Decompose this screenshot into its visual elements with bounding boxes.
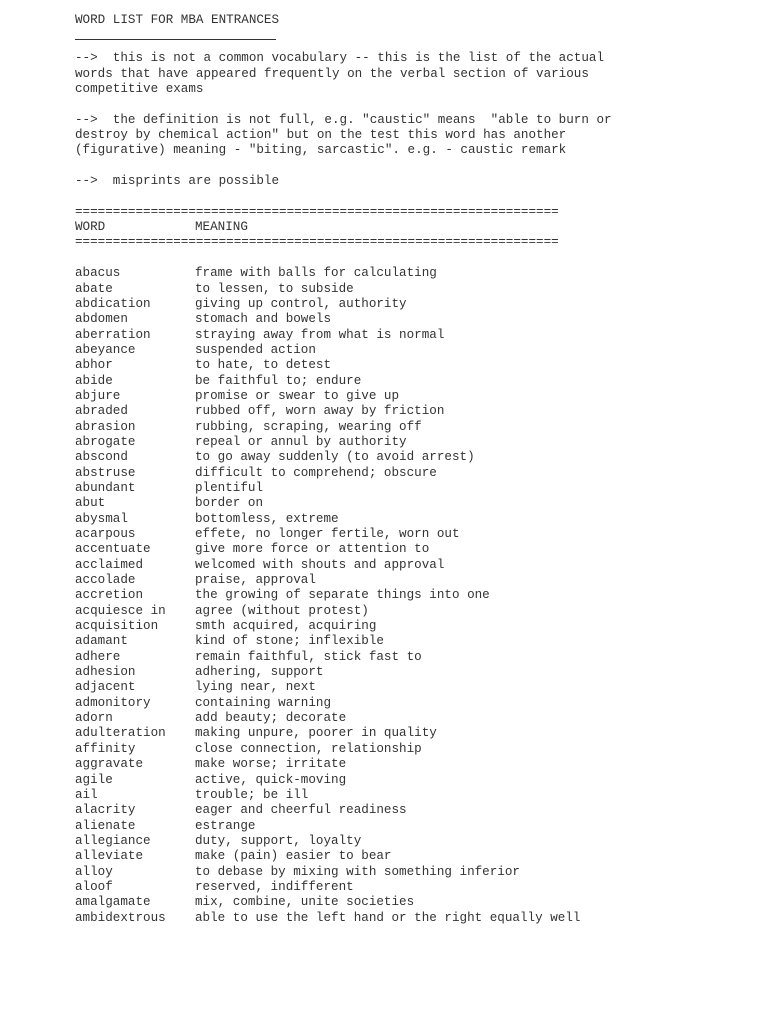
- entry-meaning: welcomed with shouts and approval: [195, 557, 445, 572]
- entry-meaning: eager and cheerful readiness: [195, 803, 407, 818]
- list-item: [75, 650, 735, 665]
- entry-word: abundant: [75, 480, 136, 495]
- entry-word: amalgamate: [75, 895, 151, 910]
- entry-meaning: make worse; irritate: [195, 757, 347, 772]
- note-misprints: --> misprints are possible: [75, 174, 280, 189]
- entry-word: adulteration: [75, 726, 166, 741]
- list-item: [75, 588, 735, 603]
- spacer: [75, 251, 735, 266]
- entry-word: aberration: [75, 327, 151, 342]
- entry-word: alleviate: [75, 849, 144, 864]
- list-item: [75, 282, 735, 297]
- list-item: [75, 389, 735, 404]
- entry-meaning: praise, approval: [195, 573, 316, 588]
- entry-meaning: to lessen, to subside: [195, 281, 354, 296]
- entry-word: acarpous: [75, 527, 136, 541]
- entry-meaning: lying near, next: [195, 680, 316, 695]
- list-item: [75, 542, 735, 557]
- list-item: [75, 865, 735, 880]
- list-item: [75, 773, 735, 788]
- list-item: [75, 711, 735, 726]
- entry-meaning: estrange: [195, 818, 256, 833]
- entry-meaning: be faithful to; endure: [195, 373, 362, 388]
- list-item: [75, 297, 735, 312]
- list-item: [75, 450, 735, 465]
- list-item: [75, 312, 735, 327]
- entry-word: abraded: [75, 404, 128, 419]
- entry-word: abstruse: [75, 465, 136, 480]
- entry-meaning: kind of stone; inflexible: [195, 634, 384, 649]
- list-item: [75, 803, 735, 818]
- entry-word: abscond: [75, 450, 128, 465]
- entry-meaning: to go away suddenly (to avoid arrest): [195, 450, 475, 465]
- entry-word: adamant: [75, 634, 128, 649]
- entry-meaning: to hate, to detest: [195, 358, 332, 373]
- entry-word: abrasion: [75, 419, 136, 434]
- note-definition: --> the definition is not full, e.g. "caustic" means "able to burn or destroy by chemical action" but on the test this word has another (figurative) meaning - "biting, sarcastic". e.g. - caustic remark: [75, 112, 612, 158]
- entry-word: abdomen: [75, 312, 128, 327]
- entry-word: affinity: [75, 741, 136, 756]
- list-item: [75, 266, 735, 281]
- entry-word: allegiance: [75, 833, 151, 848]
- entry-meaning: difficult to comprehend; obscure: [195, 465, 437, 480]
- list-item: [75, 849, 735, 864]
- entry-word: accretion: [75, 588, 144, 603]
- entry-meaning: frame with balls for calculating: [195, 266, 437, 281]
- list-item: [75, 527, 735, 542]
- list-item: [75, 343, 735, 358]
- entry-word: acquiesce in: [75, 603, 166, 618]
- separator-top: ================================================================: [75, 204, 559, 219]
- entry-meaning: rubbed off, worn away by friction: [195, 404, 445, 419]
- list-item: [75, 834, 735, 849]
- entry-meaning: remain faithful, stick fast to: [195, 649, 422, 664]
- list-item: [75, 634, 735, 649]
- list-item: [75, 880, 735, 895]
- list-item: [75, 420, 735, 435]
- entry-word: abate: [75, 281, 113, 296]
- entry-meaning: effete, no longer fertile, worn out: [195, 527, 460, 541]
- list-item: [75, 757, 735, 772]
- entry-meaning: give more force or attention to: [195, 542, 430, 557]
- list-item: [75, 374, 735, 389]
- entry-meaning: make (pain) easier to bear: [195, 849, 392, 864]
- entry-word: alloy: [75, 864, 113, 879]
- entry-word: abysmal: [75, 511, 128, 526]
- entry-word: alacrity: [75, 803, 136, 818]
- list-item: [75, 358, 735, 373]
- entry-word: acclaimed: [75, 557, 144, 572]
- entry-meaning: adhering, support: [195, 665, 324, 680]
- list-item: [75, 435, 735, 450]
- list-item: [75, 573, 735, 588]
- entry-word: abrogate: [75, 434, 136, 449]
- entry-meaning: promise or swear to give up: [195, 388, 400, 403]
- entry-meaning: add beauty; decorate: [195, 711, 347, 726]
- entry-word: abeyance: [75, 342, 136, 357]
- entry-meaning: border on: [195, 496, 264, 511]
- entry-word: abjure: [75, 388, 121, 403]
- title-underline: [75, 39, 276, 40]
- entry-meaning: agree (without protest): [195, 603, 369, 618]
- entry-word: accolade: [75, 573, 136, 588]
- entry-meaning: plentiful: [195, 480, 264, 495]
- entry-meaning: active, quick-moving: [195, 772, 347, 787]
- entry-meaning: able to use the left hand or the right equally well: [195, 910, 581, 925]
- entry-word: accentuate: [75, 542, 151, 557]
- list-item: [75, 788, 735, 803]
- entry-meaning: stomach and bowels: [195, 312, 332, 327]
- entry-word: adjacent: [75, 680, 136, 695]
- entry-word: abide: [75, 373, 113, 388]
- entry-word: adhesion: [75, 665, 136, 680]
- list-item: [75, 512, 735, 527]
- entry-word: ambidextrous: [75, 910, 166, 925]
- document: [75, 13, 735, 926]
- word-list: [75, 266, 735, 926]
- list-item: [75, 619, 735, 634]
- entry-word: aloof: [75, 879, 113, 894]
- entry-word: admonitory: [75, 695, 151, 710]
- entry-meaning: rubbing, scraping, wearing off: [195, 419, 422, 434]
- entry-meaning: close connection, relationship: [195, 741, 422, 756]
- list-item: [75, 496, 735, 511]
- separator-bottom: ================================================================: [75, 235, 559, 250]
- list-item: [75, 466, 735, 481]
- entry-word: alienate: [75, 818, 136, 833]
- column-header-word: WORD: [75, 220, 106, 235]
- list-item: [75, 911, 735, 926]
- entry-meaning: repeal or annul by authority: [195, 434, 407, 449]
- list-item: [75, 558, 735, 573]
- list-item: [75, 604, 735, 619]
- list-item: [75, 895, 735, 910]
- table-header: [75, 220, 735, 235]
- entry-word: abdication: [75, 296, 151, 311]
- entry-word: abut: [75, 496, 106, 511]
- entry-meaning: duty, support, loyalty: [195, 833, 362, 848]
- entry-meaning: reserved, indifferent: [195, 879, 354, 894]
- list-item: [75, 819, 735, 834]
- entry-word: abhor: [75, 358, 113, 373]
- entry-meaning: mix, combine, unite societies: [195, 895, 415, 910]
- entry-word: adhere: [75, 649, 121, 664]
- entry-meaning: to debase by mixing with something inferior: [195, 864, 520, 879]
- entry-meaning: smth acquired, acquiring: [195, 619, 377, 634]
- entry-word: agile: [75, 772, 113, 787]
- entry-word: ail: [75, 787, 98, 802]
- list-item: [75, 742, 735, 757]
- entry-word: acquisition: [75, 619, 159, 634]
- entry-meaning: trouble; be ill: [195, 787, 309, 802]
- list-item: [75, 481, 735, 496]
- entry-word: abacus: [75, 266, 121, 281]
- list-item: [75, 328, 735, 343]
- entry-meaning: giving up control, authority: [195, 296, 407, 311]
- entry-meaning: bottomless, extreme: [195, 511, 339, 526]
- page-title: WORD LIST FOR MBA ENTRANCES: [75, 13, 280, 27]
- entry-meaning: suspended action: [195, 342, 316, 357]
- entry-meaning: containing warning: [195, 695, 332, 710]
- entry-meaning: making unpure, poorer in quality: [195, 726, 437, 741]
- entry-word: adorn: [75, 711, 113, 726]
- column-header-meaning: MEANING: [195, 220, 248, 235]
- list-item: [75, 680, 735, 695]
- list-item: [75, 404, 735, 419]
- list-item: [75, 726, 735, 741]
- list-item: [75, 696, 735, 711]
- entry-word: aggravate: [75, 757, 144, 772]
- entry-meaning: straying away from what is normal: [195, 327, 445, 342]
- entry-meaning: the growing of separate things into one: [195, 588, 490, 603]
- note-vocabulary: --> this is not a common vocabulary -- this is the list of the actual words that have appeared frequently on the verbal section of various competitive exams: [75, 51, 605, 97]
- list-item: [75, 665, 735, 680]
